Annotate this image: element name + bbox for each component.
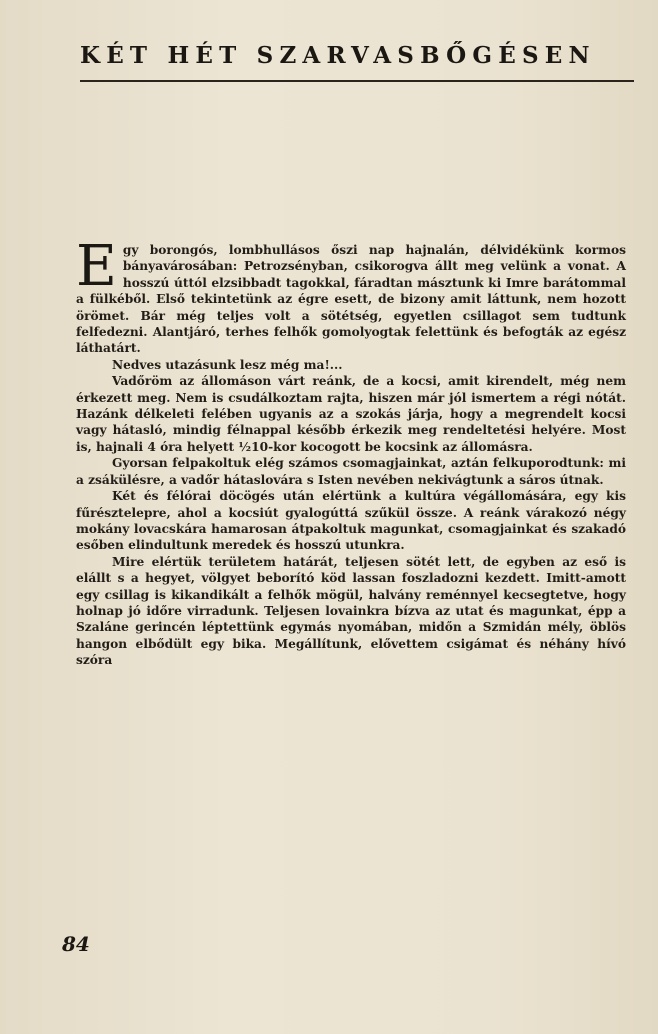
paragraph-2: Nedves utazásunk lesz még ma!... (112, 357, 343, 372)
chapter-title: KÉT HÉT SZARVASBŐGÉSEN (80, 42, 596, 69)
title-underline (80, 80, 634, 82)
article-body (76, 234, 626, 669)
paragraph-5: Két és félórai döcögés után elértünk a kultúra végállomására, egy kis fűrésztelepre, ahol a kocsiút gyalogúttá szűkül össze. A reánk várakozó négy mokány lovacskára hamarosan átpakoltuk magunkat, csomagjainkat és szakadó esőben elindultunk meredek és hosszú utunkra. (76, 489, 626, 553)
paragraph-3: Vadőröm az állomáson várt reánk, de a kocsi, amit kirendelt, még nem érkezett meg. Nem is csudálkoztam rajta, hiszen már jól ismertem a régi nótát. Hazánk délkeleti felében ugyanis az a szokás járja, hogy a megrendelt kocsi vagy hátasló, mindig félnappal később érkezik meg rendeltetési helyére. Most is, hajnali 4 óra helyett ½10-kor kocogott be kocsink az állomásra. (76, 374, 626, 454)
paragraph-4: Gyorsan felpakoltuk elég számos csomagjainkat, aztán felkuporodtunk: mi a zsákülésre, a vadőr hátaslovára s Isten nevében nekivágtunk a sáros útnak. (76, 456, 626, 487)
paragraph-6: Mire elértük területem határát, teljesen sötét lett, de egyben az eső is elállt s a hegyet, völgyet beborító köd lassan foszladozni kezdett. Imitt-amott egy csillag is kikandikált a felhők mögül, halvány reménnyel kecsegtetve, hogy holnap jó időre virradunk. Teljesen lovainkra bízva az utat és magunkat, épp a Szaláne gerincén léptettünk egymás nyomában, midőn a Szmidán mély, öblös hangon elbődült egy bika. Megállítunk, elővettem csigámat és néhány hívó szóra (76, 554, 626, 668)
drop-cap: E (76, 234, 117, 299)
paragraph-1 (76, 234, 626, 357)
page-number: 84 (62, 932, 90, 956)
paragraph-1-text: gy borongós, lombhullásos őszi nap hajnalán, délvidékünk kormos bányavárosában: Petrozsényban, csikorogva állt meg velünk a vonat. A hosszú úttól elzsibbadt tagokkal, fáradtan másztunk ki Imre barátommal a fülkéből. Első tekintetünk az égre esett, de bizony amit láttunk, nem hozott örömet. Bár még teljes volt a sötétség, egyetlen csillagot sem tudtunk felfedezni. Alantjáró, terhes felhők gomolyogtak felettünk és befogták az egész láthatárt. (76, 243, 626, 356)
